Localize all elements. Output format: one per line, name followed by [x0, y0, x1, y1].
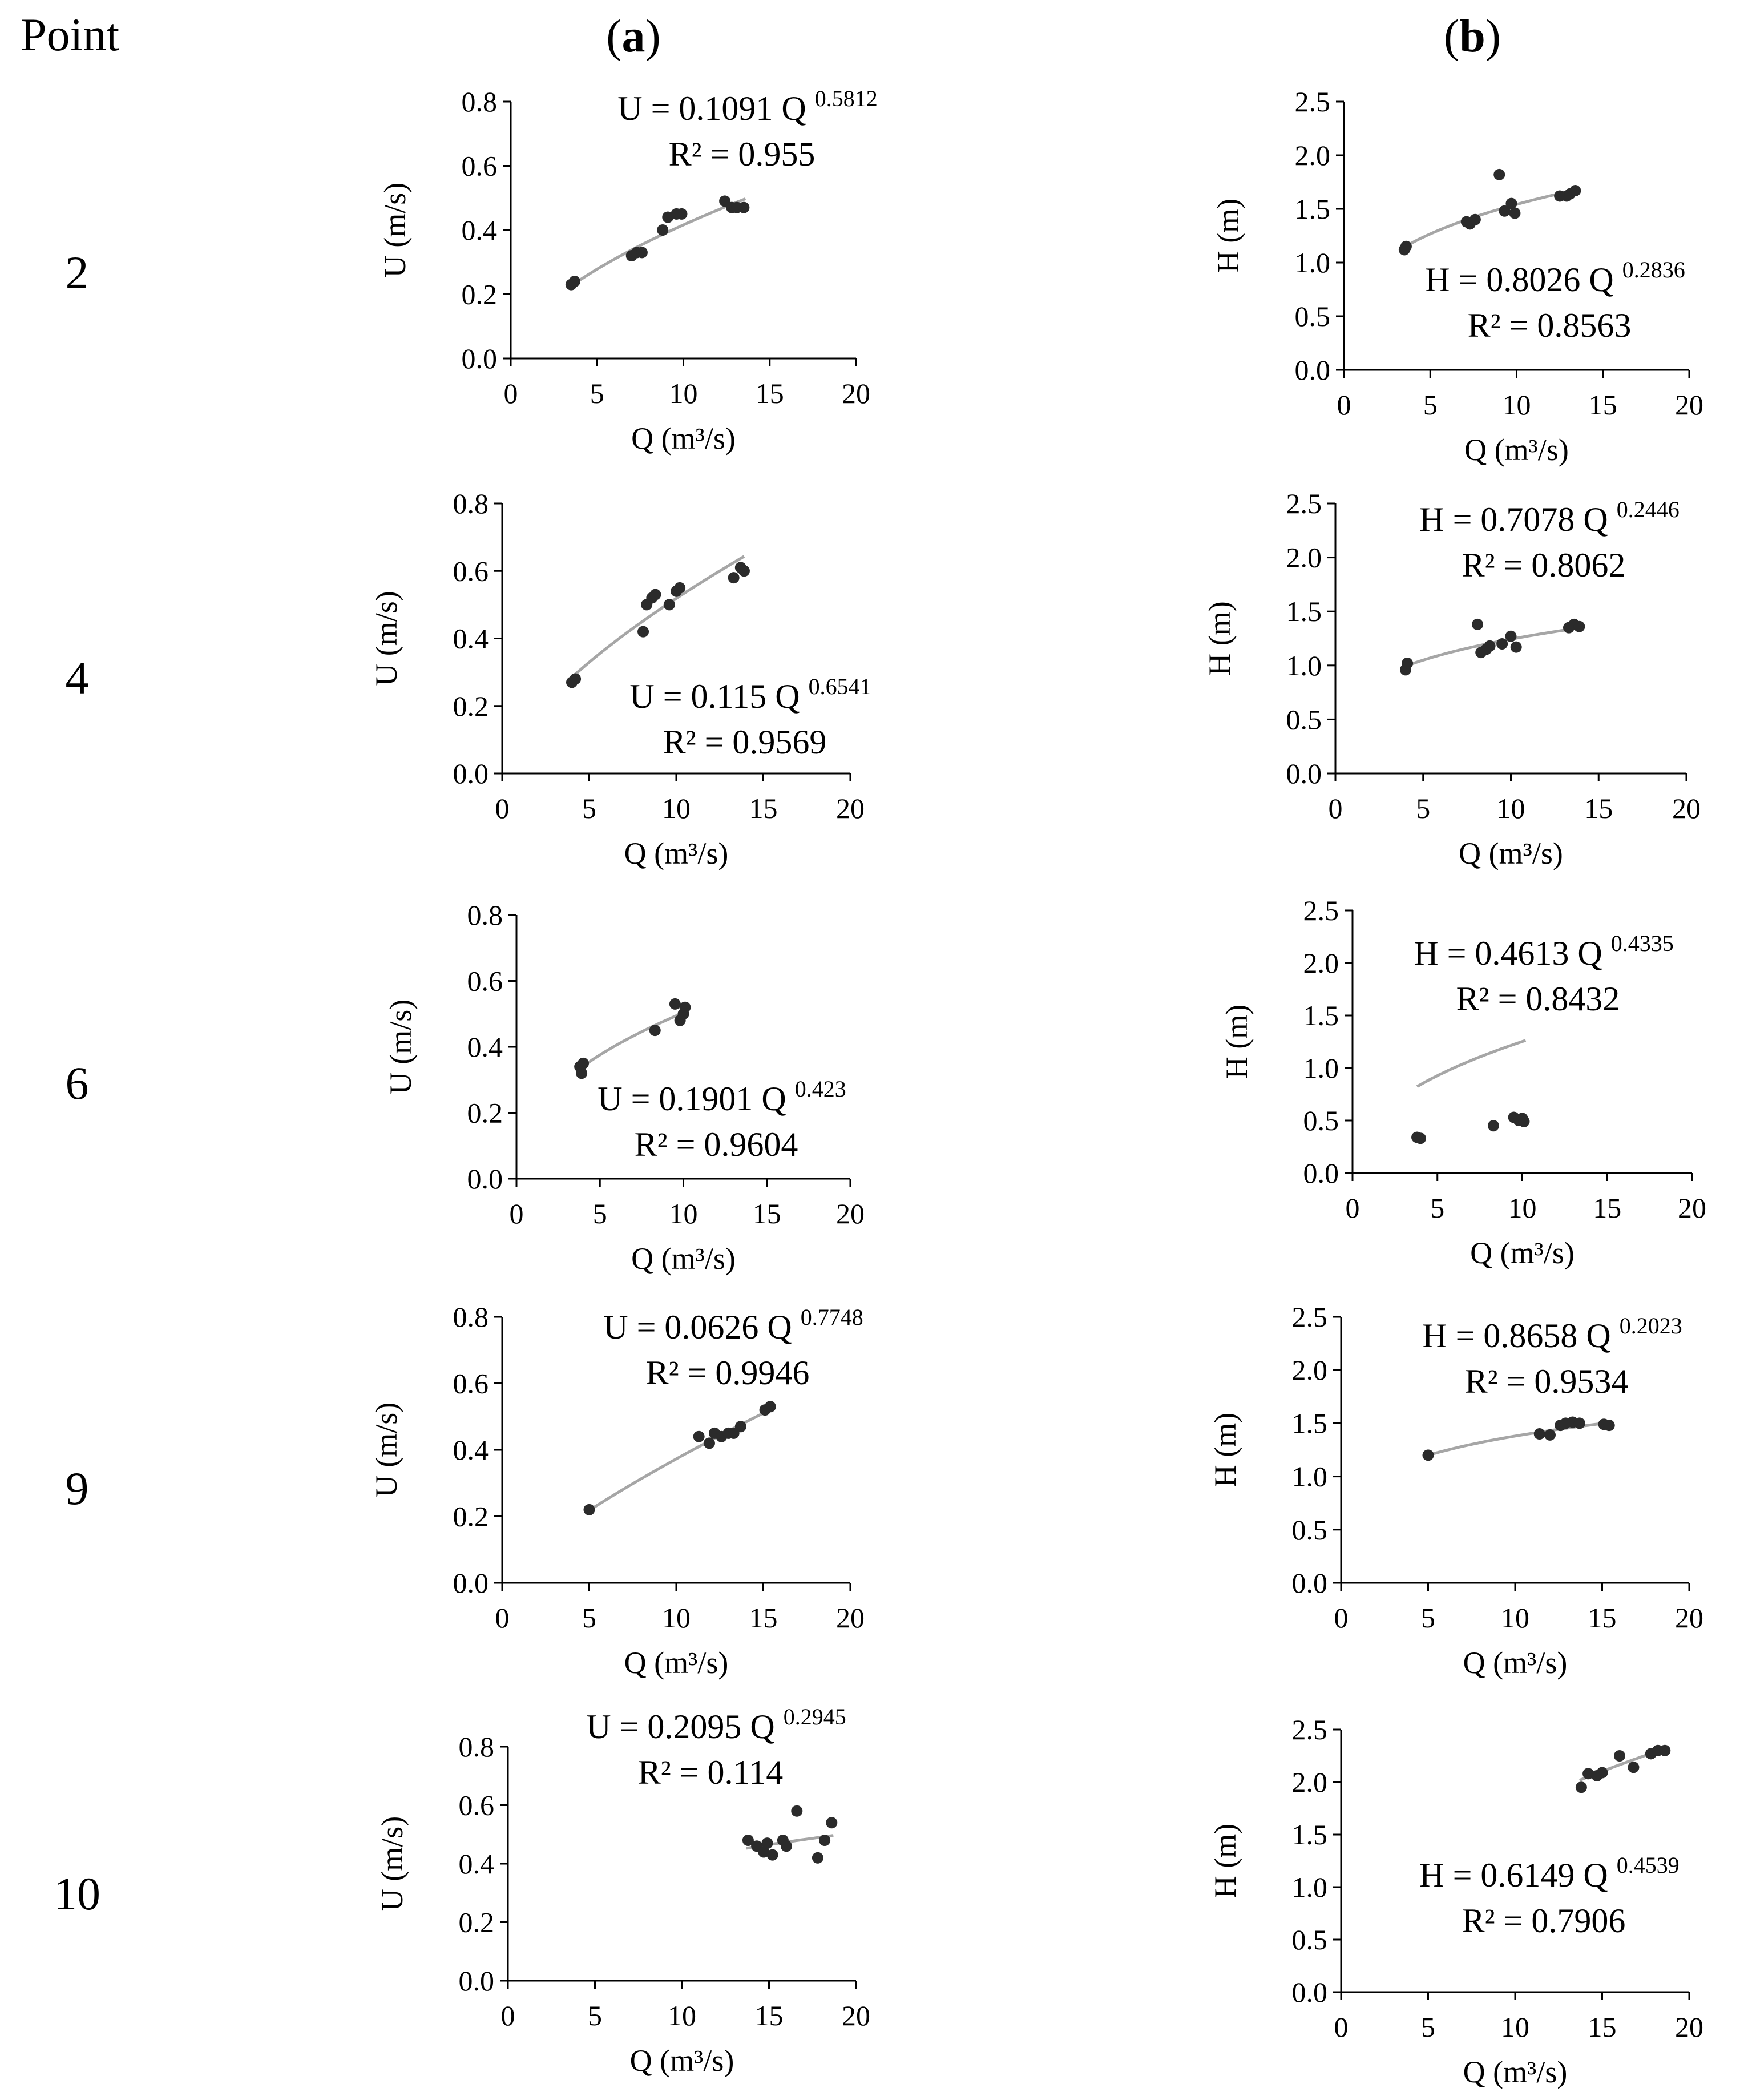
- y-tick-label: 1.5: [1291, 1407, 1327, 1440]
- x-tick-label: 15: [749, 1602, 778, 1634]
- y-tick-label: 2.5: [1303, 894, 1339, 926]
- y-tick-label: 1.0: [1286, 649, 1322, 682]
- x-tick-label: 15: [752, 1198, 781, 1230]
- y-tick-label: 0.0: [453, 1567, 489, 1599]
- data-point: [649, 1025, 661, 1036]
- y-tick-label: 0.6: [458, 1789, 494, 1821]
- data-point: [767, 1849, 778, 1861]
- data-point: [781, 1840, 792, 1852]
- y-tick-label: 2.5: [1286, 487, 1322, 519]
- panel-b-header: (b): [1443, 10, 1501, 62]
- data-point: [1509, 208, 1520, 219]
- y-tick-label: 1.5: [1303, 999, 1339, 1031]
- trend-equation: [1419, 497, 1680, 538]
- data-point: [674, 582, 685, 594]
- chart-p2a: [378, 86, 878, 456]
- row-label-point-10: 10: [54, 1868, 100, 1920]
- x-tick-label: 10: [1501, 2011, 1529, 2043]
- y-tick-label: 0.2: [467, 1097, 503, 1129]
- x-tick-label: 0: [1334, 2011, 1349, 2043]
- x-tick-label: 10: [669, 1198, 698, 1230]
- y-tick-label: 0.4: [461, 214, 497, 246]
- equation-exponent: 0.2023: [1619, 1313, 1682, 1339]
- y-tick-label: 0.2: [453, 690, 489, 722]
- equation-body: H = 0.7078 Q: [1419, 501, 1617, 538]
- data-point: [1534, 1428, 1545, 1440]
- equation-exponent: 0.2446: [1616, 497, 1680, 522]
- y-tick-label: 0.5: [1291, 1924, 1327, 1956]
- x-axis-label: Q (m³/s): [1463, 2055, 1568, 2089]
- trend-equation: [1419, 1852, 1680, 1894]
- x-tick-label: 5: [1421, 1602, 1435, 1634]
- x-tick-label: 5: [1416, 792, 1431, 824]
- r-squared-label: R² = 0.7906: [1462, 1902, 1626, 1940]
- data-point: [765, 1401, 776, 1412]
- y-tick-label: 1.0: [1303, 1052, 1339, 1084]
- y-tick-label: 0.2: [453, 1500, 489, 1533]
- equation-exponent: 0.7748: [800, 1304, 863, 1330]
- data-point: [679, 1002, 691, 1013]
- data-point: [735, 1421, 746, 1432]
- data-point: [1402, 658, 1413, 669]
- x-tick-label: 10: [668, 2000, 696, 2032]
- x-tick-label: 5: [1430, 1192, 1445, 1224]
- trend-equation: [1414, 930, 1674, 972]
- data-point: [636, 247, 648, 258]
- equation-exponent: 0.6541: [808, 674, 871, 699]
- data-point: [669, 998, 681, 1010]
- y-tick-label: 2.0: [1303, 947, 1339, 979]
- y-tick-label: 2.0: [1291, 1766, 1327, 1798]
- y-axis-label: H (m): [1211, 198, 1245, 273]
- data-point: [1544, 1429, 1556, 1441]
- y-tick-label: 0.4: [458, 1848, 494, 1880]
- trend-line: [1404, 190, 1579, 247]
- y-tick-label: 0.0: [1294, 354, 1330, 386]
- data-point: [1484, 640, 1496, 652]
- trend-line: [1417, 1041, 1525, 1087]
- data-point: [812, 1852, 823, 1864]
- y-tick-label: 1.5: [1291, 1819, 1327, 1851]
- x-tick-label: 0: [1345, 1192, 1360, 1224]
- y-tick-label: 0.0: [461, 342, 497, 374]
- data-point: [1469, 214, 1481, 225]
- x-tick-label: 0: [495, 792, 510, 824]
- trend-equation: [617, 86, 878, 127]
- panel-b-letter: b: [1459, 10, 1485, 62]
- equation-exponent: 0.2836: [1622, 257, 1685, 283]
- y-tick-label: 1.0: [1294, 247, 1330, 279]
- y-tick-label: 0.2: [461, 278, 497, 311]
- trend-line: [572, 557, 744, 678]
- y-tick-label: 0.6: [453, 555, 489, 587]
- x-tick-label: 0: [503, 377, 518, 409]
- trend-equation: [1425, 257, 1685, 299]
- trend-equation: [1422, 1313, 1682, 1355]
- x-tick-label: 20: [842, 377, 870, 409]
- chart-p9b: [1208, 1301, 1703, 1680]
- equation-body: H = 0.4613 Q: [1414, 934, 1611, 972]
- trend-equation: [603, 1304, 863, 1346]
- equation-exponent: 0.4335: [1610, 930, 1674, 956]
- equation-body: U = 0.1901 Q: [598, 1080, 795, 1118]
- trend-line: [571, 199, 746, 286]
- y-tick-label: 0.8: [461, 86, 497, 118]
- chart-p6a: [383, 899, 865, 1276]
- x-axis-label: Q (m³/s): [1459, 836, 1563, 870]
- x-tick-label: 10: [1502, 389, 1531, 421]
- x-tick-label: 20: [836, 1602, 865, 1634]
- y-tick-label: 0.0: [467, 1163, 503, 1195]
- x-axis-label: Q (m³/s): [624, 1646, 729, 1680]
- x-tick-label: 20: [836, 1198, 865, 1230]
- x-tick-label: 10: [1508, 1192, 1537, 1224]
- data-point: [1511, 642, 1522, 653]
- y-axis-label: U (m/s): [369, 591, 403, 686]
- x-tick-label: 20: [1672, 792, 1701, 824]
- equation-exponent: 0.423: [794, 1076, 846, 1102]
- y-axis-label: H (m): [1220, 1004, 1254, 1079]
- x-tick-label: 15: [754, 2000, 784, 2032]
- y-tick-label: 0.5: [1291, 1513, 1327, 1546]
- data-point: [1518, 1116, 1529, 1127]
- equation-body: H = 0.8658 Q: [1422, 1317, 1620, 1355]
- data-point: [826, 1817, 837, 1828]
- y-tick-label: 0.0: [1291, 1567, 1327, 1599]
- equation-body: U = 0.2095 Q: [586, 1708, 784, 1746]
- y-axis-label: U (m/s): [378, 182, 412, 278]
- y-axis-label: H (m): [1208, 1823, 1242, 1899]
- x-axis-label: Q (m³/s): [1463, 1646, 1568, 1680]
- x-tick-label: 10: [669, 377, 698, 409]
- y-tick-label: 2.0: [1291, 1354, 1327, 1386]
- data-point: [1614, 1750, 1625, 1762]
- r-squared-label: R² = 0.8062: [1462, 546, 1626, 584]
- y-tick-label: 1.0: [1291, 1871, 1327, 1903]
- x-tick-label: 5: [590, 377, 604, 409]
- y-tick-label: 0.8: [453, 487, 489, 519]
- trend-line: [580, 1011, 687, 1069]
- x-tick-label: 15: [755, 377, 784, 409]
- r-squared-label: R² = 0.955: [668, 135, 816, 173]
- x-axis-label: Q (m³/s): [624, 836, 729, 870]
- x-tick-label: 15: [749, 792, 778, 824]
- y-tick-label: 0.4: [453, 622, 489, 655]
- r-squared-label: R² = 0.114: [637, 1754, 784, 1791]
- y-axis-label: U (m/s): [375, 1816, 409, 1912]
- equation-exponent: 0.5812: [814, 86, 878, 111]
- data-point: [1423, 1449, 1434, 1461]
- x-axis-label: Q (m³/s): [629, 2043, 734, 2078]
- x-tick-label: 20: [1675, 389, 1703, 421]
- point-header: Point: [21, 9, 120, 61]
- y-tick-label: 0.4: [453, 1434, 489, 1466]
- data-point: [738, 565, 750, 577]
- data-point: [576, 1067, 587, 1079]
- x-tick-label: 0: [495, 1602, 510, 1634]
- y-tick-label: 2.0: [1294, 139, 1330, 171]
- x-axis-label: Q (m³/s): [1470, 1236, 1575, 1270]
- x-tick-label: 10: [1501, 1602, 1529, 1634]
- r-squared-label: R² = 0.8563: [1467, 307, 1632, 344]
- equation-body: H = 0.8026 Q: [1425, 261, 1622, 299]
- chart-p4b: [1202, 487, 1701, 870]
- equation-exponent: 0.4539: [1616, 1852, 1680, 1878]
- x-tick-label: 15: [1588, 389, 1617, 421]
- r-squared-label: R² = 0.9569: [663, 723, 827, 761]
- data-point: [637, 626, 649, 638]
- y-tick-label: 2.5: [1291, 1714, 1327, 1746]
- panel-a-letter: a: [621, 10, 645, 62]
- y-axis-label: H (m): [1208, 1412, 1242, 1488]
- r-squared-label: R² = 0.8432: [1456, 980, 1620, 1018]
- r-squared-label: R² = 0.9946: [645, 1354, 810, 1392]
- panel-a-header: (a): [606, 10, 661, 62]
- x-tick-label: 0: [1334, 1602, 1349, 1634]
- r-squared-label: R² = 0.9604: [634, 1126, 798, 1163]
- y-tick-label: 0.0: [453, 757, 489, 789]
- y-axis-label: U (m/s): [369, 1402, 403, 1498]
- x-tick-label: 5: [1421, 2011, 1435, 2043]
- x-tick-label: 0: [500, 2000, 515, 2032]
- y-tick-label: 0.6: [461, 150, 497, 182]
- data-point: [1628, 1762, 1639, 1773]
- y-tick-label: 0.5: [1294, 300, 1330, 332]
- x-tick-label: 0: [1328, 792, 1343, 824]
- data-point: [1415, 1132, 1426, 1144]
- chart-p4a: [369, 487, 871, 870]
- y-tick-label: 0.6: [467, 965, 503, 997]
- trend-equation: [629, 674, 871, 715]
- data-point: [1488, 1120, 1499, 1131]
- data-point: [728, 572, 740, 583]
- trend-equation: [586, 1704, 846, 1746]
- row-label-point-6: 6: [65, 1057, 89, 1109]
- data-point: [649, 589, 661, 600]
- chart-p6b: [1220, 894, 1706, 1270]
- x-tick-label: 20: [1678, 1192, 1706, 1224]
- data-point: [704, 1437, 715, 1449]
- equation-body: U = 0.0626 Q: [603, 1308, 801, 1346]
- y-tick-label: 2.5: [1291, 1301, 1327, 1333]
- equation-body: H = 0.6149 Q: [1419, 1856, 1617, 1894]
- data-point: [578, 1058, 589, 1069]
- x-tick-label: 10: [1496, 792, 1525, 824]
- data-point: [1569, 185, 1581, 196]
- data-point: [1604, 1420, 1615, 1431]
- data-point: [676, 208, 687, 220]
- data-point: [664, 599, 675, 610]
- x-tick-label: 15: [1588, 1602, 1617, 1634]
- x-axis-label: Q (m³/s): [1464, 433, 1569, 467]
- y-axis-label: H (m): [1202, 601, 1237, 676]
- x-tick-label: 5: [592, 1198, 607, 1230]
- x-tick-label: 5: [588, 2000, 602, 2032]
- data-point: [761, 1837, 773, 1849]
- data-point: [819, 1835, 830, 1846]
- x-tick-label: 0: [509, 1198, 524, 1230]
- r-squared-label: R² = 0.9534: [1464, 1363, 1629, 1400]
- data-point: [1573, 621, 1585, 632]
- x-axis-label: Q (m³/s): [631, 421, 736, 456]
- data-point: [1659, 1745, 1670, 1756]
- data-point: [1493, 169, 1505, 180]
- data-point: [570, 673, 581, 684]
- y-tick-label: 0.2: [458, 1906, 494, 1938]
- x-tick-label: 20: [1675, 1602, 1703, 1634]
- y-axis-label: U (m/s): [383, 999, 418, 1095]
- x-axis-label: Q (m³/s): [631, 1242, 736, 1276]
- y-tick-label: 1.5: [1286, 595, 1322, 628]
- chart-p10a: [375, 1704, 870, 2078]
- x-tick-label: 5: [1423, 389, 1438, 421]
- y-tick-label: 1.0: [1291, 1460, 1327, 1493]
- row-label-point-9: 9: [65, 1462, 89, 1514]
- x-tick-label: 0: [1337, 389, 1351, 421]
- y-tick-label: 0.5: [1303, 1105, 1339, 1136]
- row-label-point-4: 4: [65, 652, 89, 704]
- x-tick-label: 10: [662, 1602, 691, 1634]
- y-tick-label: 2.0: [1286, 541, 1322, 574]
- y-tick-label: 0.6: [453, 1367, 489, 1400]
- data-point: [1472, 619, 1483, 630]
- y-tick-label: 1.5: [1294, 193, 1330, 225]
- data-point: [1597, 1767, 1608, 1778]
- y-tick-label: 0.8: [453, 1301, 489, 1333]
- y-tick-label: 0.0: [1286, 757, 1322, 789]
- equation-body: U = 0.115 Q: [629, 678, 809, 715]
- y-tick-label: 0.0: [1303, 1157, 1339, 1189]
- data-point: [1574, 1417, 1585, 1429]
- data-point: [1400, 241, 1412, 252]
- chart-p9a: [369, 1301, 865, 1680]
- charts-layer: [369, 86, 1706, 2089]
- data-point: [1496, 638, 1508, 650]
- x-tick-label: 15: [1588, 2011, 1617, 2043]
- data-point: [569, 276, 580, 287]
- x-tick-label: 20: [1675, 2011, 1703, 2043]
- y-tick-label: 0.0: [458, 1965, 494, 1997]
- y-tick-label: 2.5: [1294, 86, 1330, 118]
- x-tick-label: 20: [836, 792, 865, 824]
- x-tick-label: 15: [1584, 792, 1613, 824]
- data-point: [791, 1805, 802, 1817]
- equation-body: U = 0.1091 Q: [617, 90, 815, 127]
- x-tick-label: 5: [582, 792, 596, 824]
- data-point: [657, 224, 668, 236]
- data-point: [584, 1504, 595, 1515]
- chart-p2b: [1211, 86, 1703, 467]
- chart-p10b: [1208, 1714, 1703, 2089]
- y-tick-label: 0.5: [1286, 703, 1322, 736]
- y-tick-label: 0.8: [458, 1731, 494, 1763]
- y-tick-label: 0.0: [1291, 1976, 1327, 2008]
- x-tick-label: 20: [842, 2000, 870, 2032]
- data-point: [693, 1431, 705, 1442]
- data-point: [1576, 1781, 1587, 1793]
- y-tick-label: 0.8: [467, 899, 503, 931]
- equation-exponent: 0.2945: [783, 1704, 846, 1730]
- y-tick-label: 0.4: [467, 1031, 503, 1063]
- row-label-point-2: 2: [65, 247, 89, 299]
- x-tick-label: 5: [582, 1602, 596, 1634]
- x-tick-label: 10: [662, 792, 691, 824]
- data-point: [1505, 631, 1517, 642]
- x-tick-label: 15: [1593, 1192, 1622, 1224]
- trend-equation: [598, 1076, 846, 1118]
- data-point: [738, 202, 749, 213]
